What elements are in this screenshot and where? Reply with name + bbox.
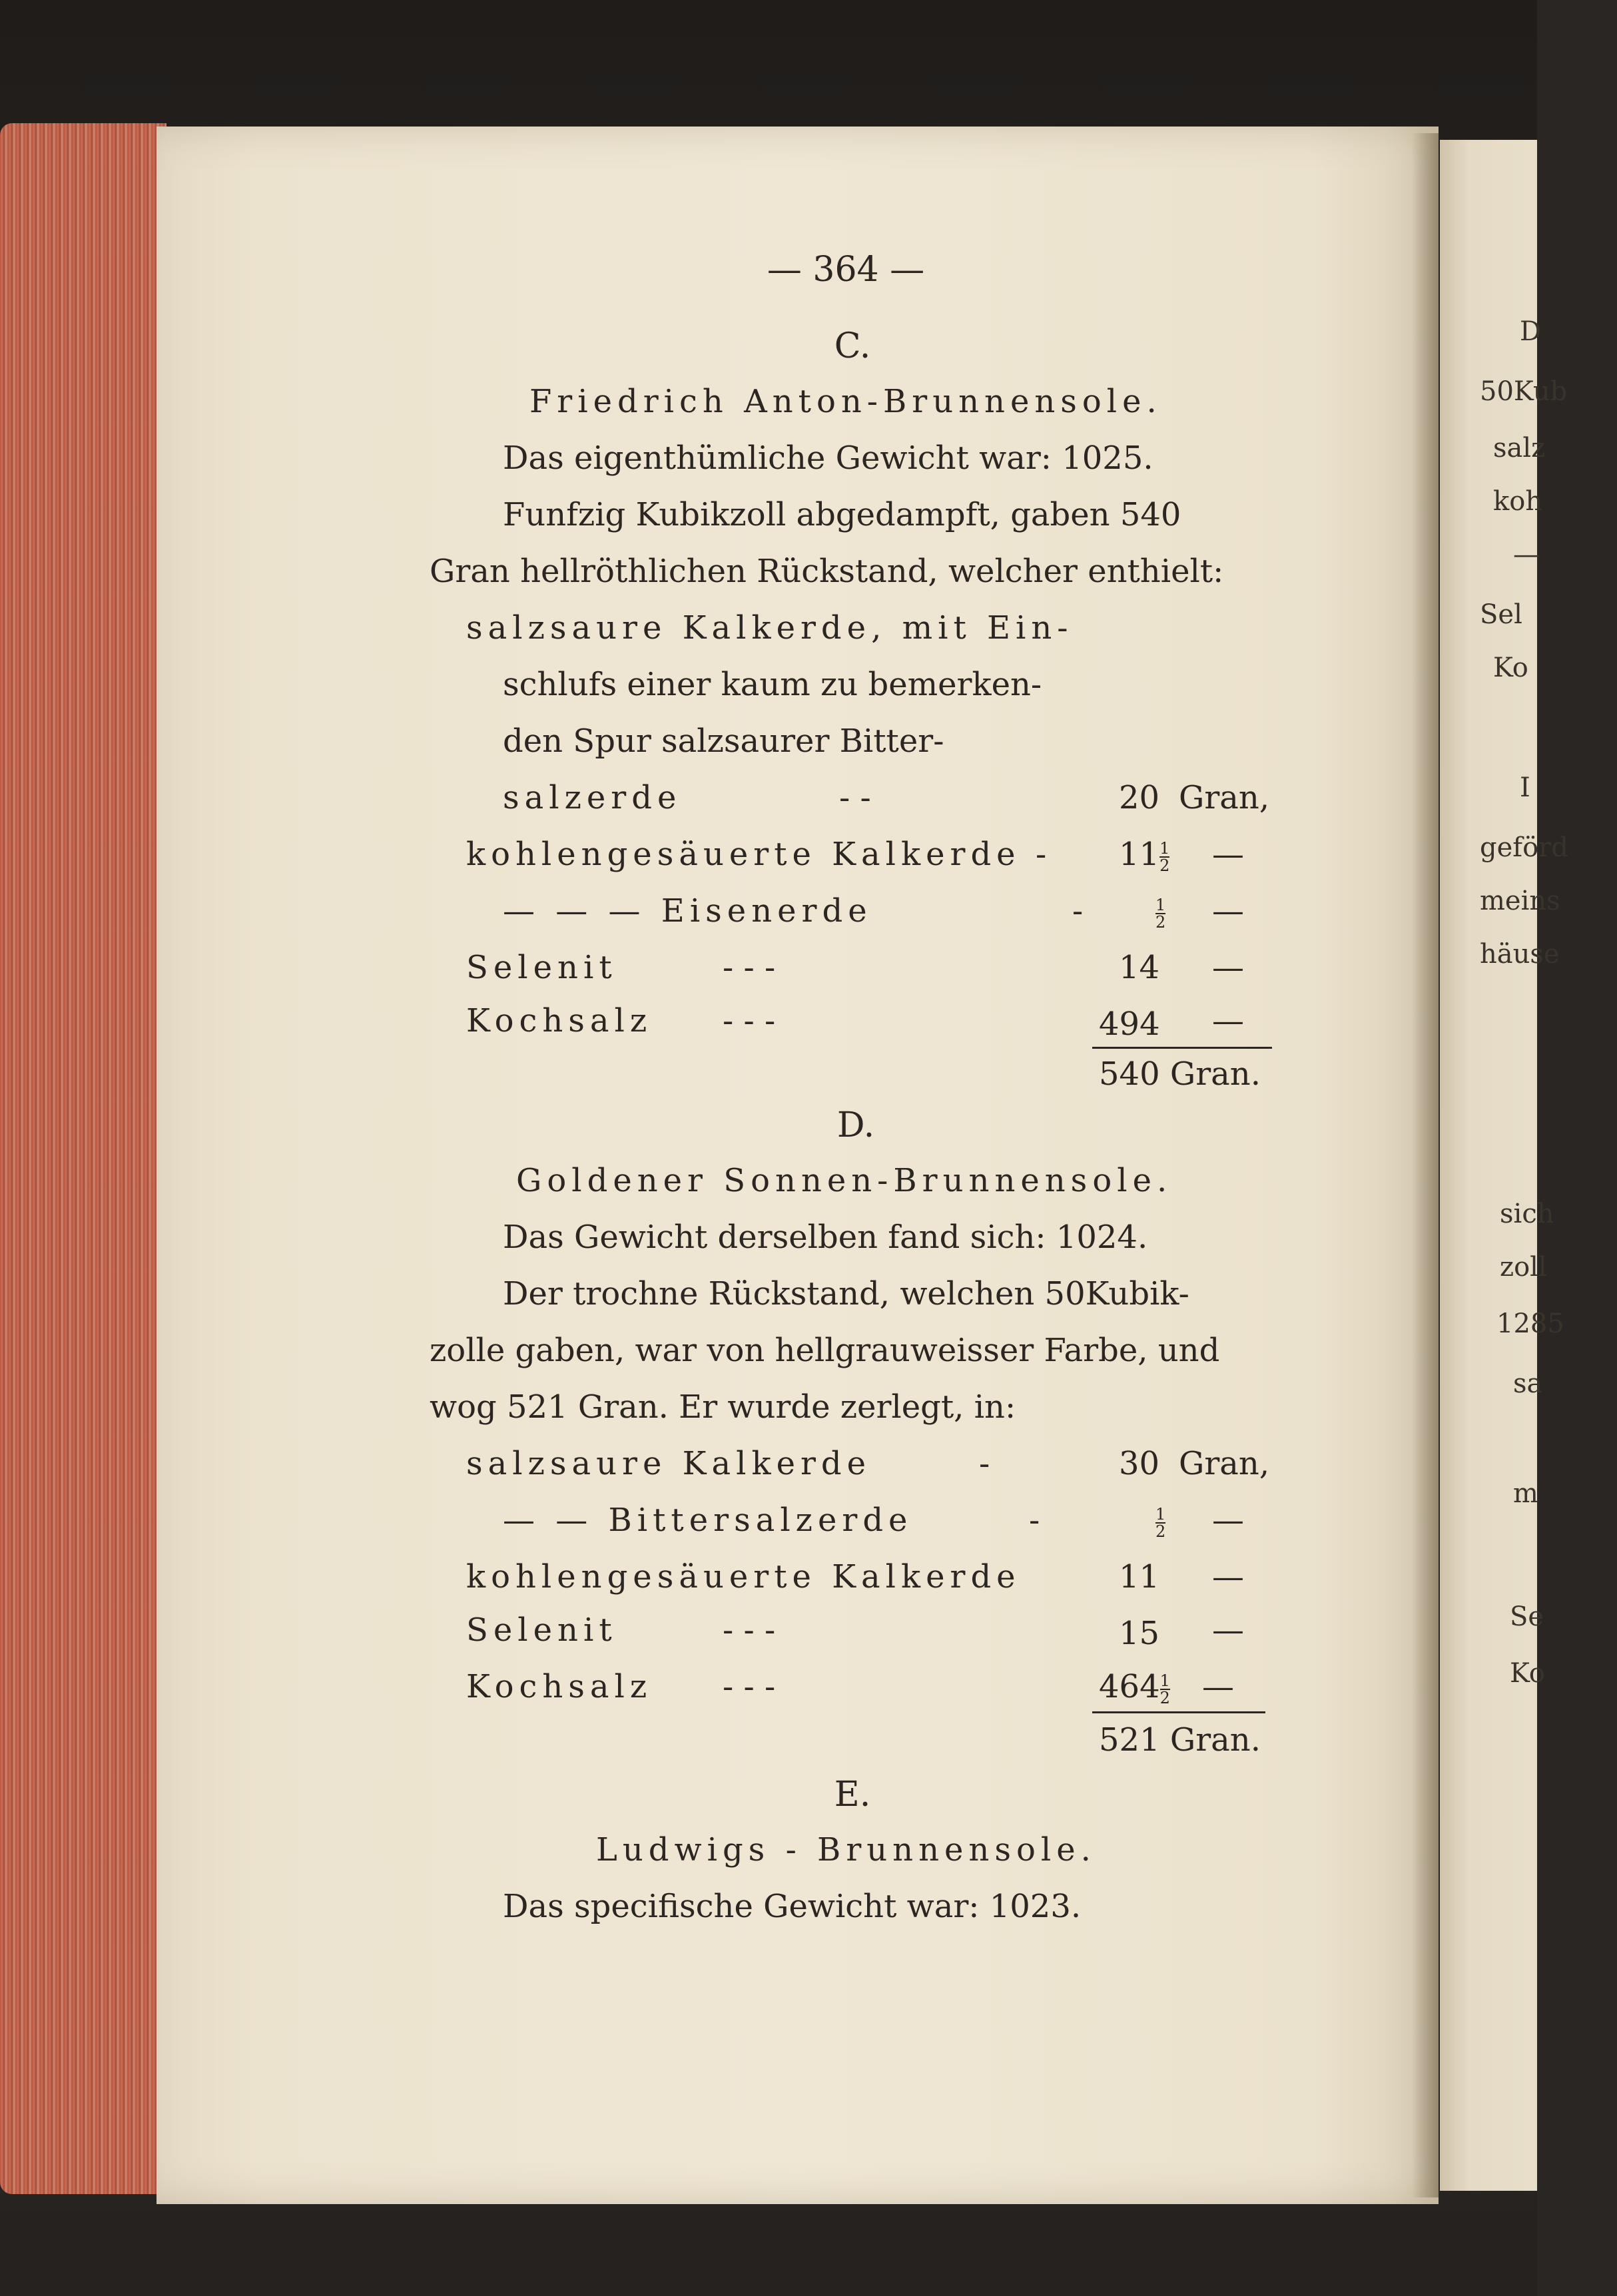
row-unit: — [1202, 1668, 1234, 1705]
fraction-half: $\frac{1}{2}$ [1159, 1671, 1170, 1707]
row-unit: — [1212, 1502, 1244, 1539]
section-e-weight: Das specifische Gewicht war: 1023. [503, 1888, 1082, 1925]
section-d-para-line: Der trochne Rückstand, welchen 50Kubik- [503, 1275, 1189, 1312]
row-label: — — — Eisenerde [503, 892, 872, 930]
adjacent-text: 50Kub [1480, 376, 1568, 407]
sum-rule [1092, 1047, 1272, 1049]
row-label: salzerde [503, 779, 682, 816]
section-d-para-line: wog 521 Gran. Er wurde zerlegt, in: [430, 1388, 1016, 1426]
section-e-title: Ludwigs - Brunnensole. [596, 1831, 1096, 1868]
fraction-half: $\frac{1}{2}$ [1159, 838, 1170, 875]
section-c-title: Friedrich Anton-Brunnensole. [529, 383, 1162, 420]
sum-rule [1092, 1711, 1265, 1713]
adjacent-text: Ko [1510, 1658, 1545, 1689]
section-c-item-line: schlufs einer kaum zu bemerken- [503, 666, 1042, 703]
row-dashes: - - - [723, 949, 776, 986]
row-dashes: - - - [723, 1611, 776, 1649]
section-c-letter: C. [834, 326, 871, 366]
row-label: Kochsalz [466, 1002, 653, 1039]
fraction-half: $\frac{1}{2}$ [1155, 1504, 1166, 1541]
section-c-total: 540 Gran. [1099, 1055, 1261, 1093]
row-unit: — [1212, 836, 1244, 873]
section-d-total: 521 Gran. [1099, 1721, 1261, 1759]
adjacent-text: — [1513, 539, 1540, 570]
row-unit: Gran, [1179, 779, 1270, 816]
row-unit: — [1212, 949, 1244, 986]
section-e-letter: E. [834, 1775, 871, 1815]
page-gutter-shadow [1412, 133, 1439, 2197]
row-label: kohlengesäuerte Kalkerde [466, 1558, 1021, 1595]
row-value [1155, 1502, 1165, 1540]
row-value: 11 $\frac{1}{2}$ [1119, 836, 1170, 875]
row-value [1155, 892, 1165, 930]
adjacent-text: häuse [1480, 939, 1560, 970]
row-unit: — [1212, 1002, 1244, 1039]
row-label: — — Bittersalzerde [503, 1502, 913, 1539]
adjacent-text: zoll [1500, 1252, 1547, 1283]
adjacent-page [1440, 140, 1568, 2191]
adjacent-text: sa [1513, 1368, 1543, 1399]
row-dashes: - - [839, 779, 871, 816]
section-c-para-line: Funfzig Kubikzoll abgedampft, gaben 540 [503, 496, 1181, 533]
row-dashes: - [1036, 836, 1047, 873]
row-dashes: - - - [723, 1002, 776, 1039]
row-value: 11 [1119, 1558, 1160, 1595]
row-unit: — [1212, 1558, 1244, 1595]
row-label: Kochsalz [466, 1668, 653, 1705]
adjacent-text: sich [1500, 1199, 1554, 1229]
adjacent-text: D [1520, 316, 1542, 347]
section-c-item-line: salzsaure Kalkerde, mit Ein- [466, 609, 1074, 647]
row-value: 30 [1119, 1445, 1160, 1482]
row-value: 464 $\frac{1}{2}$ [1099, 1668, 1170, 1707]
section-c-para-line: Gran hellröthlichen Rückstand, welcher enthielt: [430, 553, 1224, 590]
section-c-weight: Das eigenthümliche Gewicht war: 1025. [503, 439, 1153, 477]
adjacent-text: koh [1493, 486, 1543, 517]
fraction-half: $\frac{1}{2}$ [1155, 895, 1166, 932]
row-value: 494 [1099, 1005, 1160, 1043]
section-d-para-line: zolle gaben, war von hellgrauweisser Farbe, und [430, 1332, 1220, 1369]
adjacent-text: I [1520, 772, 1530, 803]
section-c-item-line: den Spur salzsaurer Bitter- [503, 722, 944, 760]
row-dashes: - - - [723, 1668, 776, 1705]
adjacent-text: Se [1510, 1601, 1544, 1632]
row-unit: Gran, [1179, 1445, 1270, 1482]
row-value: 15 [1119, 1615, 1160, 1652]
row-unit: — [1212, 892, 1244, 930]
row-label: Selenit [466, 949, 617, 986]
row-label: salzsaure Kalkerde [466, 1445, 872, 1482]
adjacent-text: salz [1493, 433, 1546, 463]
section-d-title: Goldener Sonnen-Brunnensole. [516, 1162, 1173, 1199]
section-d-letter: D. [836, 1105, 875, 1145]
adjacent-text: Sel [1480, 599, 1522, 630]
row-dashes: - [1072, 892, 1084, 930]
page-number: — 364 — [767, 250, 925, 290]
row-dashes: - [979, 1445, 990, 1482]
row-label: kohlengesäuerte Kalkerde [466, 836, 1021, 873]
row-value: 14 [1119, 949, 1160, 986]
section-d-weight: Das Gewicht derselben fand sich: 1024. [503, 1219, 1148, 1256]
book-page-edges [0, 123, 166, 2194]
row-label: Selenit [466, 1611, 617, 1649]
adjacent-text: meins [1480, 886, 1560, 916]
adjacent-text: 1285 [1496, 1308, 1564, 1339]
row-dashes: - [1029, 1502, 1040, 1539]
row-unit: — [1212, 1611, 1244, 1649]
row-value: 20 [1119, 779, 1160, 816]
adjacent-text: m [1513, 1478, 1538, 1509]
adjacent-text: Ko [1493, 653, 1528, 683]
adjacent-text: geförd [1480, 832, 1568, 863]
